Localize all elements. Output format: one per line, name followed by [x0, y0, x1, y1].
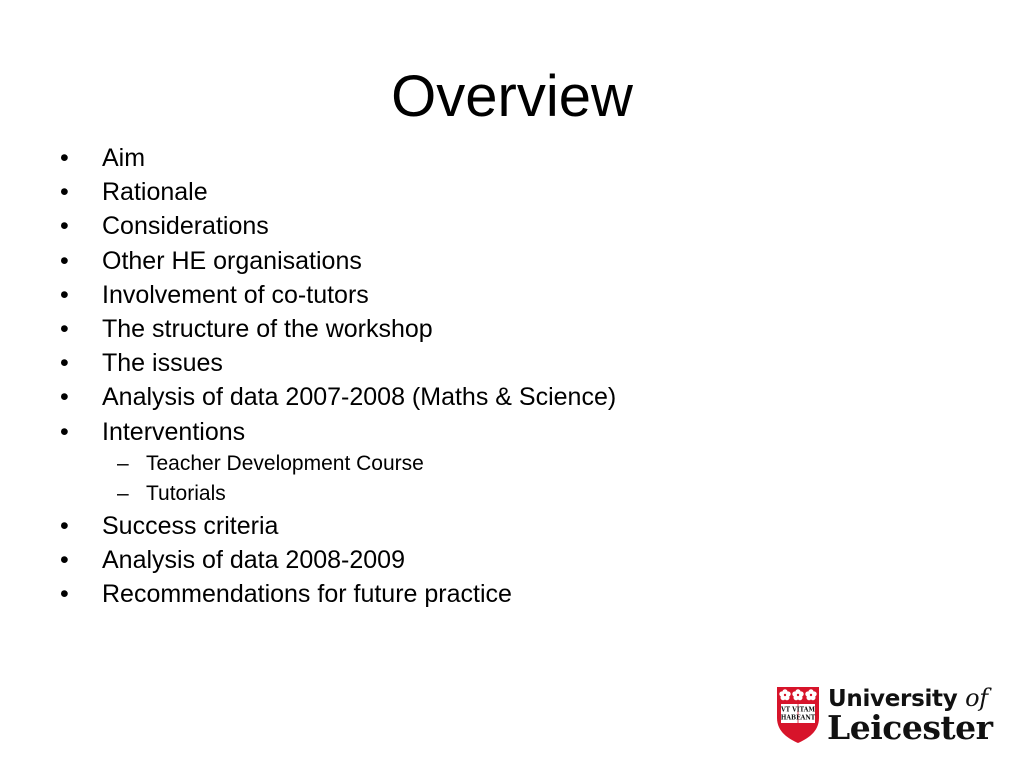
list-item-text: Interventions	[102, 417, 246, 446]
list-item	[60, 509, 960, 543]
sub-list-item	[60, 479, 960, 509]
sub-list-item-text: Tutorials	[146, 481, 226, 505]
bullet-icon: •	[60, 349, 69, 378]
bullet-icon: •	[60, 580, 69, 609]
slide-title: Overview	[391, 64, 633, 129]
logo-university-word: University	[828, 686, 958, 712]
bullet-icon: •	[60, 314, 69, 343]
logo-line-2: Leicester	[827, 708, 993, 747]
shield-icon	[776, 686, 820, 744]
bullet-list	[60, 141, 960, 611]
list-item	[60, 415, 960, 449]
sub-list-item	[60, 449, 960, 479]
list-item-text: The structure of the workshop	[102, 314, 433, 343]
list-item-text: The issues	[102, 349, 223, 378]
bullet-icon: •	[60, 383, 69, 412]
dash-icon: –	[117, 481, 129, 505]
bullet-icon: •	[60, 280, 69, 309]
dash-icon: –	[117, 451, 129, 475]
list-item	[60, 278, 960, 312]
motto-line-1: VT VITAM	[780, 706, 816, 714]
bullet-icon: •	[60, 246, 69, 275]
list-item-text: Aim	[102, 144, 146, 172]
bullet-icon: •	[60, 178, 69, 207]
list-item-text: Analysis of data 2008-2009	[102, 545, 405, 574]
motto-line-2: HABEANT	[780, 714, 816, 722]
bullet-icon: •	[60, 212, 69, 241]
list-item	[60, 175, 960, 209]
list-item-text: Rationale	[102, 178, 208, 207]
bullet-icon: •	[60, 545, 69, 574]
list-item	[60, 577, 960, 611]
list-item	[60, 380, 960, 414]
list-item	[60, 543, 960, 577]
list-item	[60, 141, 960, 175]
list-item-text: Other HE organisations	[102, 246, 362, 275]
list-item	[60, 209, 960, 243]
list-item	[60, 244, 960, 278]
sub-list-item-text: Teacher Development Course	[146, 451, 424, 475]
list-item-text: Recommendations for future practice	[102, 580, 512, 609]
university-logo	[776, 684, 1008, 748]
bullet-icon: •	[60, 417, 69, 446]
list-item-text: Considerations	[102, 212, 269, 241]
list-item-text: Success criteria	[102, 511, 279, 540]
list-item	[60, 312, 960, 346]
list-item	[60, 346, 960, 380]
list-item-text: Analysis of data 2007-2008 (Maths & Science)	[102, 383, 617, 412]
list-item-text: Involvement of co-tutors	[102, 280, 369, 309]
shield-book	[780, 704, 816, 723]
logo-of-word: of	[965, 684, 988, 712]
bullet-icon: •	[60, 511, 69, 540]
bullet-icon: •	[60, 144, 69, 172]
